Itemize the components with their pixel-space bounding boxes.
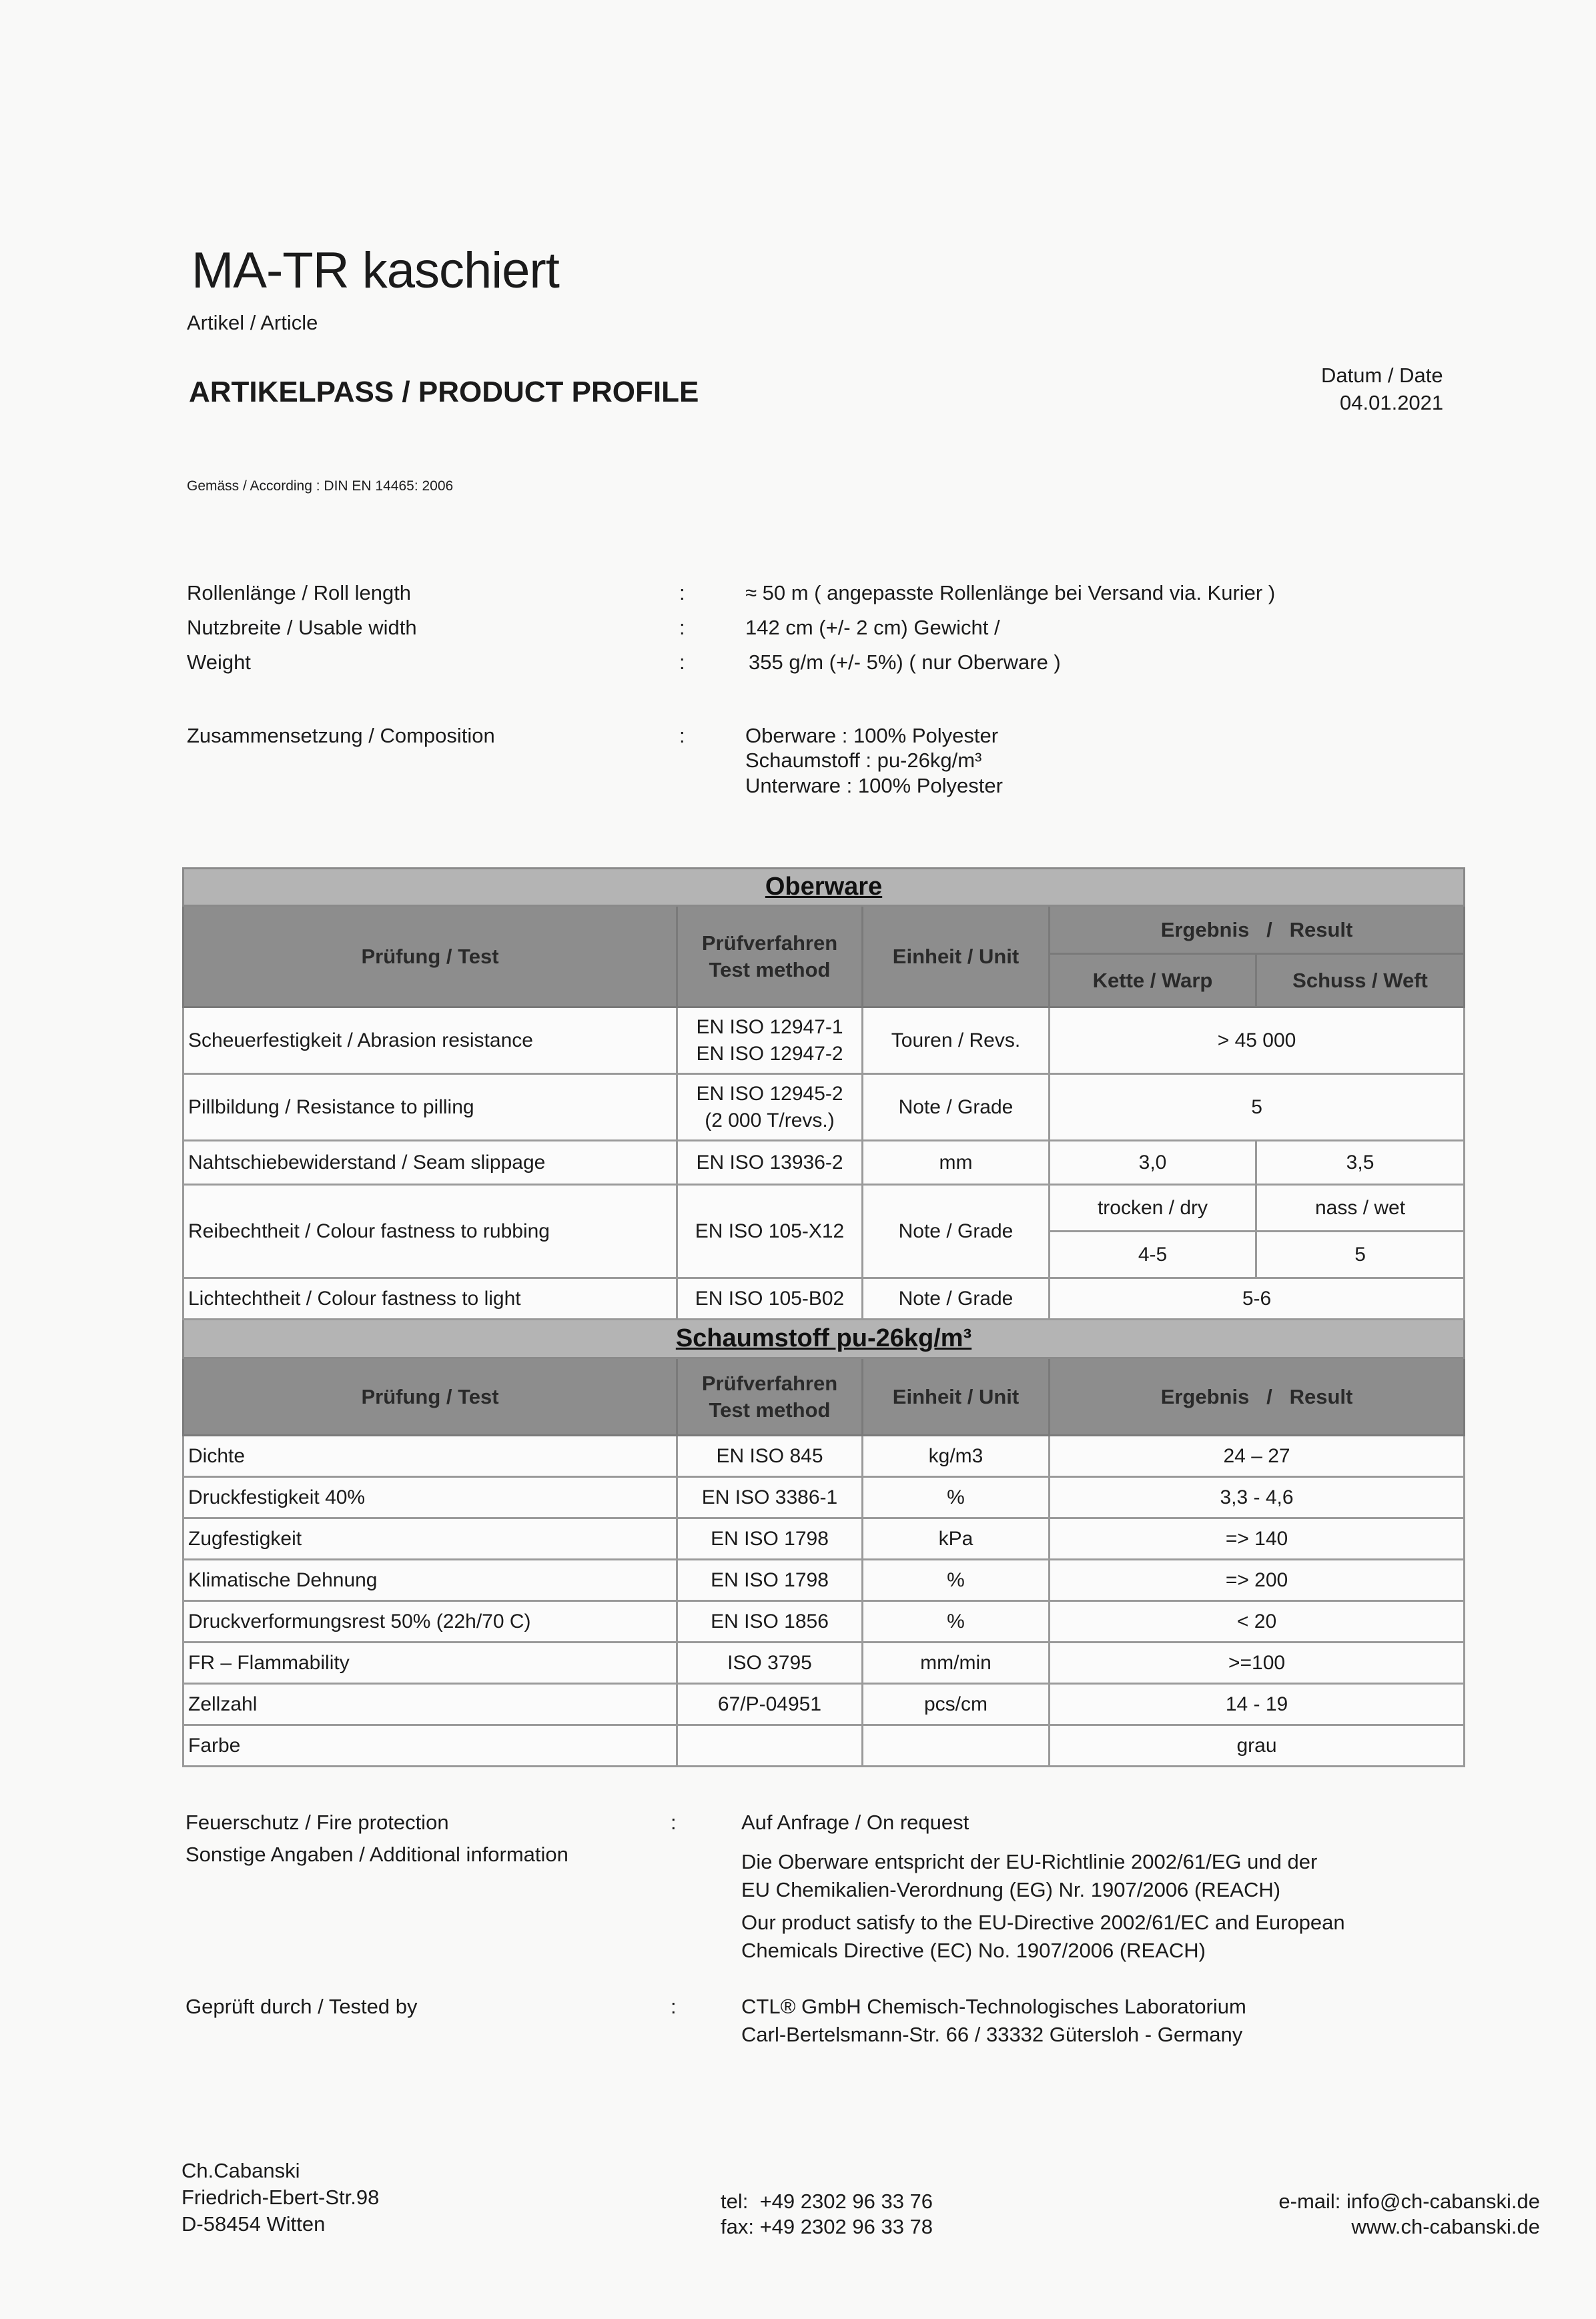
footer-website[interactable]: www.ch-cabanski.de [1351,2215,1540,2238]
footer-email[interactable]: e-mail: info@ch-cabanski.de [1278,2190,1540,2213]
cell-warp: 3,0 [1050,1141,1256,1185]
cell-unit: Note / Grade [863,1278,1050,1320]
cell-result: => 200 [1050,1560,1465,1601]
header-method-de: Prüfverfahren [701,931,838,955]
date-label: Datum / Date [1321,364,1443,387]
spec-colon: : [679,724,685,747]
document-title: MA-TR kaschiert [191,242,559,299]
cell-result: > 45 000 [1050,1007,1465,1074]
header-weft: Schuss / Weft [1256,954,1465,1007]
header-method [677,1358,863,1436]
cell-method [677,1007,863,1074]
cell-test: Dichte [183,1436,677,1477]
table-row [183,1518,1465,1560]
tested-by-colon: : [671,1995,677,2018]
cell-method-line: EN ISO 12947-2 [696,1042,843,1065]
header-method-en: Test method [709,957,831,981]
cell-method: EN ISO 3386-1 [677,1477,863,1518]
cell-unit: Touren / Revs. [863,1007,1050,1074]
spec-label-roll-length: Rollenlänge / Roll length [187,581,412,604]
footer-tel: tel: +49 2302 96 33 76 [721,2190,933,2213]
header-test: Prüfung / Test [183,1358,677,1436]
cell-method: ISO 3795 [677,1643,863,1684]
cell-result: 5 [1050,1074,1465,1141]
cell-result: < 20 [1050,1601,1465,1643]
header-warp: Kette / Warp [1050,954,1256,1007]
spec-value-usable-width: 142 cm (+/- 2 cm) Gewicht / [745,616,1000,639]
cell-method: EN ISO 1856 [677,1601,863,1643]
cell-method: EN ISO 1798 [677,1560,863,1601]
composition-line: Unterware : 100% Polyester [745,774,1003,797]
standard-reference: Gemäss / According : DIN EN 14465: 2006 [187,478,454,494]
section-band-foam: Schaumstoff pu-26kg/m³ [183,1320,1465,1358]
footer-city: D-58454 Witten [181,2212,326,2236]
cell-method: EN ISO 845 [677,1436,863,1477]
cell-result: grau [1050,1725,1465,1767]
cell-result: 14 - 19 [1050,1684,1465,1725]
additional-info-line: Our product satisfy to the EU-Directive 2002/61/EC and European [741,1911,1345,1934]
cell-test: Nahtschiebewiderstand / Seam slippage [183,1141,677,1185]
tested-by-line: CTL® GmbH Chemisch-Technologisches Laboratorium [741,1995,1246,2018]
cell-unit: % [863,1560,1050,1601]
spec-label-usable-width: Nutzbreite / Usable width [187,616,417,639]
cell-method-line: EN ISO 12945-2 [696,1082,843,1105]
table-row [183,1477,1465,1518]
cell-result: 24 – 27 [1050,1436,1465,1477]
table-row [183,1185,1465,1232]
cell-method: EN ISO 105-B02 [677,1278,863,1320]
cell-unit: kg/m3 [863,1436,1050,1477]
product-spec-table [182,867,1465,1767]
cell-test: Zellzahl [183,1684,677,1725]
spec-label-weight: Weight [187,650,251,674]
cell-wet-value: 5 [1256,1232,1465,1278]
table-row [183,1725,1465,1767]
cell-method [677,1725,863,1767]
additional-info-line: EU Chemikalien-Verordnung (EG) Nr. 1907/2006 (REACH) [741,1878,1281,1901]
fire-protection-label: Feuerschutz / Fire protection [185,1811,449,1834]
header-unit: Einheit / Unit [863,1358,1050,1436]
composition-line: Schaumstoff : pu-26kg/m³ [745,749,982,772]
cell-unit: Note / Grade [863,1185,1050,1278]
cell-unit: % [863,1477,1050,1518]
header-result: Ergebnis / Result [1050,1358,1465,1436]
cell-unit [863,1725,1050,1767]
additional-info-line: Chemicals Directive (EC) No. 1907/2006 (REACH) [741,1939,1206,1962]
table-row [183,1074,1465,1141]
cell-dry-value: 4-5 [1050,1232,1256,1278]
cell-unit: % [863,1601,1050,1643]
cell-method [677,1074,863,1141]
table-row [183,1643,1465,1684]
section-band-oberware: Oberware [183,869,1465,906]
cell-test: Klimatische Dehnung [183,1560,677,1601]
cell-test: Druckverformungsrest 50% (22h/70 C) [183,1601,677,1643]
tested-by-label: Geprüft durch / Tested by [185,1995,418,2018]
cell-result: >=100 [1050,1643,1465,1684]
cell-test: Zugfestigkeit [183,1518,677,1560]
cell-wet-label: nass / wet [1256,1185,1465,1232]
additional-info-line: Die Oberware entspricht der EU-Richtlinie 2002/61/EG und der [741,1850,1318,1873]
spec-value-roll-length: ≈ 50 m ( angepasste Rollenlänge bei Versand via. Kurier ) [745,581,1276,604]
spec-colon: : [679,581,685,604]
spec-value-weight: 355 g/m (+/- 5%) ( nur Oberware ) [749,650,1061,674]
composition-label: Zusammensetzung / Composition [187,724,495,747]
header-method-de: Prüfverfahren [701,1371,838,1395]
cell-dry-label: trocken / dry [1050,1185,1256,1232]
table-row [183,1007,1465,1074]
cell-unit: Note / Grade [863,1074,1050,1141]
cell-method-line: (2 000 T/revs.) [705,1109,835,1131]
footer-company: Ch.Cabanski [181,2159,300,2182]
cell-result: 3,3 - 4,6 [1050,1477,1465,1518]
cell-unit: mm [863,1141,1050,1185]
composition-line: Oberware : 100% Polyester [745,724,999,747]
tested-by-line: Carl-Bertelsmann-Str. 66 / 33332 Gütersloh - Germany [741,2023,1243,2046]
spec-colon: : [679,616,685,639]
document-heading: ARTIKELPASS / PRODUCT PROFILE [189,376,699,408]
cell-unit: pcs/cm [863,1684,1050,1725]
cell-test: FR – Flammability [183,1643,677,1684]
cell-unit: mm/min [863,1643,1050,1684]
table-row [183,1601,1465,1643]
cell-method: EN ISO 1798 [677,1518,863,1560]
table-row [183,1141,1465,1185]
header-unit: Einheit / Unit [863,906,1050,1007]
table-row [183,1436,1465,1477]
table-row [183,1278,1465,1320]
cell-method: EN ISO 105-X12 [677,1185,863,1278]
header-method-en: Test method [709,1398,831,1422]
header-test: Prüfung / Test [183,906,677,1007]
cell-result: => 140 [1050,1518,1465,1560]
table-row [183,1560,1465,1601]
additional-info-label: Sonstige Angaben / Additional information [185,1843,568,1866]
cell-result: 5-6 [1050,1278,1465,1320]
header-result: Ergebnis / Result [1050,906,1465,954]
cell-method: 67/P-04951 [677,1684,863,1725]
date-value: 04.01.2021 [1340,391,1444,414]
cell-weft: 3,5 [1256,1141,1465,1185]
cell-test: Farbe [183,1725,677,1767]
table-row [183,1684,1465,1725]
header-method [677,906,863,1007]
fire-protection-value: Auf Anfrage / On request [741,1811,969,1834]
footer-fax: fax: +49 2302 96 33 78 [721,2215,933,2238]
document-subtitle: Artikel / Article [187,311,318,334]
cell-test: Druckfestigkeit 40% [183,1477,677,1518]
cell-method-line: EN ISO 12947-1 [696,1015,843,1038]
cell-test: Pillbildung / Resistance to pilling [183,1074,677,1141]
cell-test: Scheuerfestigkeit / Abrasion resistance [183,1007,677,1074]
cell-test: Lichtechtheit / Colour fastness to light [183,1278,677,1320]
spec-colon: : [679,650,685,674]
cell-unit: kPa [863,1518,1050,1560]
footer-street: Friedrich-Ebert-Str.98 [181,2186,380,2209]
cell-test: Reibechtheit / Colour fastness to rubbing [183,1185,677,1278]
cell-method: EN ISO 13936-2 [677,1141,863,1185]
fire-protection-colon: : [671,1811,677,1834]
